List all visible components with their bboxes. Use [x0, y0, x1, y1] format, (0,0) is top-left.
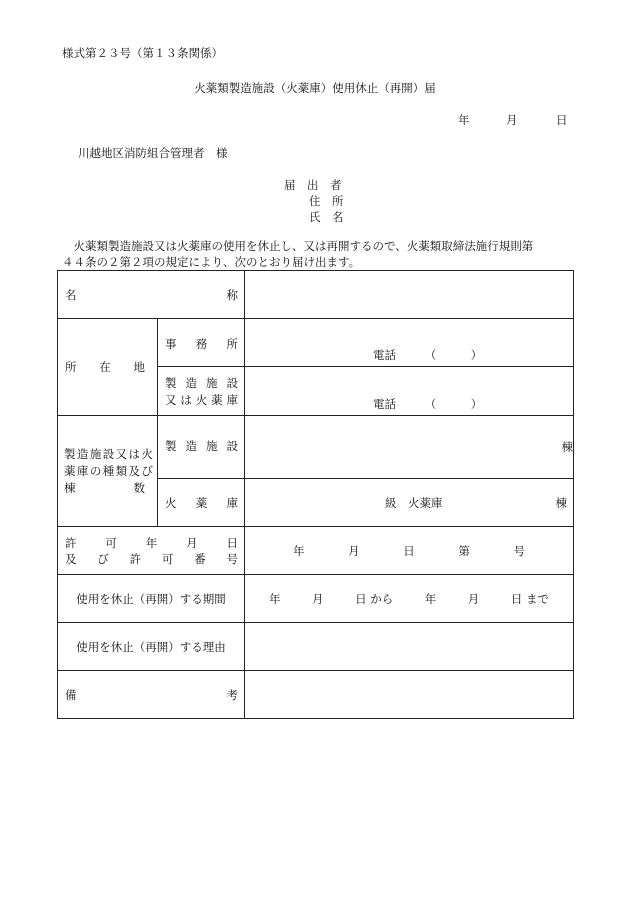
permit-number-suffix: 号	[513, 543, 525, 558]
permit-label-cell	[58, 527, 245, 575]
kind-char-11: 種	[102, 464, 115, 478]
row-name	[58, 271, 574, 319]
period-from-month: 月	[312, 591, 324, 606]
intro-line-1: 火薬類製造施設又は火薬庫の使用を休止し、又は再開するので、火薬類取締法施行規則第	[62, 239, 534, 253]
name-value-cell[interactable]	[245, 271, 574, 319]
permit-char-9: 可	[161, 551, 174, 566]
reason-value-cell[interactable]	[245, 623, 574, 671]
name-label-char-2: 称	[226, 287, 238, 302]
permit-char-8: 許	[129, 551, 142, 566]
magazine-grade: 級 火薬庫	[385, 495, 443, 510]
kind-char-12: 類	[115, 464, 128, 478]
date-year: 年	[458, 113, 470, 127]
period-value-cell[interactable]	[245, 575, 574, 623]
period-from-day: 日 から	[355, 591, 394, 606]
facility-char-4: 設	[226, 375, 238, 390]
date-month: 月	[506, 113, 518, 127]
permit-char-1: 許	[65, 535, 77, 550]
facility-char-2: 造	[185, 375, 197, 390]
office-char-2: 務	[195, 337, 208, 351]
application-table	[57, 270, 574, 719]
kind-char-13: 及	[128, 464, 141, 478]
facility-char-3: 施	[206, 375, 218, 390]
facility-char-5: 又	[165, 392, 177, 407]
remarks-char-2: 考	[226, 687, 238, 702]
reason-label: 使用を休止（再開）する理由	[76, 639, 226, 654]
magazine-char-1: 火	[165, 495, 177, 510]
name-label-cell	[58, 271, 245, 319]
kind-char-10: の	[89, 464, 102, 478]
permit-day: 日	[403, 543, 415, 558]
kind-char-14: び	[141, 464, 153, 478]
submitter-label: 届 出 者	[284, 178, 342, 192]
facility-phone: 電話 （ ）	[373, 397, 483, 411]
location-label-cell	[58, 319, 158, 416]
facility-char-9: 庫	[226, 392, 238, 407]
magazine-count-cell[interactable]	[245, 479, 574, 527]
submitter-name-label: 氏 名	[309, 210, 344, 224]
permit-month: 月	[348, 543, 360, 558]
permit-char-7: び	[97, 551, 109, 566]
mfg-facility-unit: 棟	[561, 440, 573, 454]
mfg-char-4: 設	[226, 439, 238, 453]
permit-char-11: 号	[226, 551, 238, 566]
row-remarks	[58, 671, 574, 719]
row-period	[58, 575, 574, 623]
kind-char-15: 棟	[64, 481, 76, 495]
office-phone-cell[interactable]	[245, 319, 574, 367]
intro-paragraph	[62, 238, 572, 270]
row-office	[58, 319, 574, 367]
magazine-char-2: 薬	[195, 495, 208, 510]
facility-char-6: は	[180, 392, 192, 407]
permit-year: 年	[293, 543, 305, 558]
kind-char-5: 又	[115, 447, 128, 461]
office-char-1: 事	[165, 337, 177, 351]
permit-value-cell[interactable]	[245, 527, 574, 575]
addressee: 川越地区消防組合管理者 様	[78, 146, 228, 160]
period-label-cell	[58, 575, 245, 623]
reason-label-cell	[58, 623, 245, 671]
permit-char-5: 日	[226, 535, 238, 550]
facility-label-cell	[158, 367, 245, 416]
form-title: 火薬類製造施設（火薬庫）使用休止（再開）届	[194, 81, 436, 95]
magazine-unit: 棟	[555, 495, 567, 510]
mfg-char-1: 製	[165, 439, 177, 453]
period-label: 使用を休止（再開）する期間	[76, 591, 226, 606]
mfg-char-2: 造	[185, 439, 197, 453]
kind-char-8: 薬	[64, 464, 76, 478]
facility-phone-cell[interactable]	[245, 367, 574, 416]
facility-char-7: 火	[195, 392, 208, 407]
facility-char-1: 製	[165, 375, 177, 390]
location-char-2: 在	[99, 360, 111, 374]
mfg-facility-label-cell	[158, 416, 245, 479]
permit-char-6: 及	[65, 551, 77, 566]
kind-char-4: 設	[102, 447, 115, 461]
intro-line-2: ４４条の２第２項の規定により、次のとおり届け出ます。	[62, 255, 361, 269]
permit-char-4: 月	[186, 535, 198, 550]
row-reason	[58, 623, 574, 671]
remarks-char-1: 備	[65, 687, 77, 702]
permit-number-prefix: 第	[458, 543, 470, 558]
mfg-facility-count-cell[interactable]	[245, 416, 574, 479]
period-from-year: 年	[269, 591, 281, 606]
period-to-day: 日 まで	[510, 591, 549, 606]
kind-char-6: は	[128, 447, 141, 461]
kind-char-2: 造	[76, 447, 89, 461]
name-label-char-1: 名	[65, 287, 77, 302]
kind-char-3: 施	[89, 447, 102, 461]
office-phone: 電話 （ ）	[373, 348, 483, 362]
location-char-3: 地	[133, 360, 145, 374]
magazine-label-cell	[158, 479, 245, 527]
kind-char-16: 数	[133, 481, 145, 495]
permit-char-10: 番	[194, 551, 206, 566]
remarks-label-cell	[58, 671, 245, 719]
location-char-1: 所	[65, 360, 77, 374]
permit-char-2: 可	[105, 535, 117, 550]
row-mfg-facility	[58, 416, 574, 479]
period-to-year: 年	[424, 591, 437, 606]
kind-char-9: 庫	[76, 464, 89, 478]
date-day: 日	[556, 113, 568, 127]
magazine-char-3: 庫	[226, 495, 238, 510]
permit-char-3: 年	[145, 535, 158, 550]
kind-char-1: 製	[64, 447, 76, 461]
facility-char-8: 薬	[211, 392, 223, 407]
row-permit	[58, 527, 574, 575]
remarks-value-cell[interactable]	[245, 671, 574, 719]
kind-label-cell	[58, 416, 158, 527]
form-number: 様式第２３号（第１３条関係）	[62, 46, 223, 60]
office-label-cell	[158, 319, 245, 367]
office-char-3: 所	[226, 337, 238, 351]
period-to-month: 月	[467, 591, 480, 606]
submitter-address-label: 住 所	[309, 194, 344, 208]
kind-char-7: 火	[141, 447, 153, 461]
mfg-char-3: 施	[206, 439, 218, 453]
